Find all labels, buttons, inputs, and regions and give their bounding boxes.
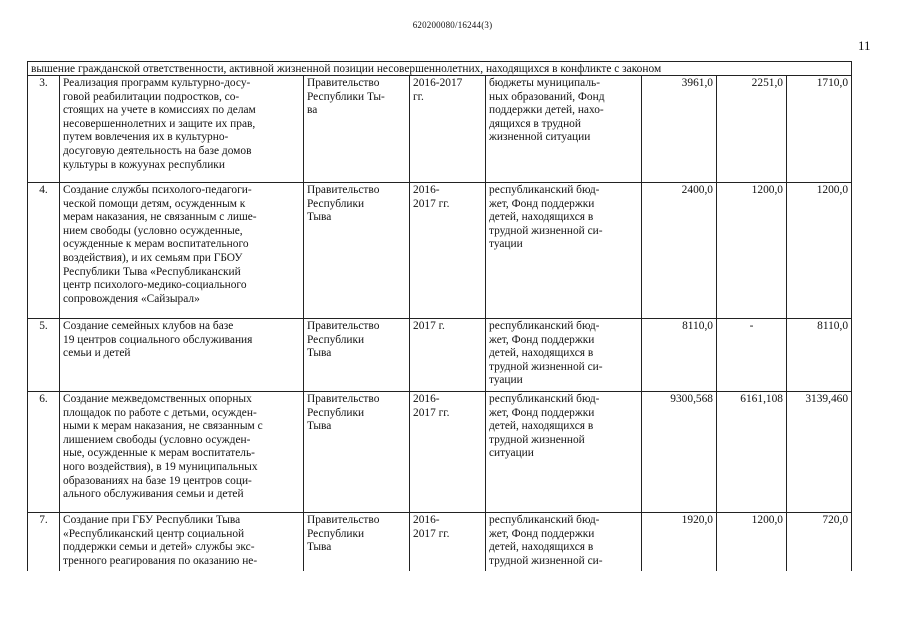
row-number: 7. — [28, 513, 60, 571]
period-cell: 2017 г. — [410, 319, 486, 392]
amount-2016-cell: 1200,0 — [717, 183, 787, 319]
amount-2016-cell: - — [717, 319, 787, 392]
amount-2016-cell: 2251,0 — [717, 76, 787, 183]
source-cell: республиканский бюд- жет, Фонд поддержки детей, находящихся в трудной жизненной ситуации — [486, 392, 642, 513]
period-cell: 2016- 2017 гг. — [410, 392, 486, 513]
source-cell: республиканский бюд- жет, Фонд поддержки детей, находящихся в трудной жизненной си- туации — [486, 319, 642, 392]
row-number: 4. — [28, 183, 60, 319]
table-row — [28, 76, 852, 183]
source-cell: бюджеты муниципаль- ных образований, Фонд поддержки детей, нахо- дящихся в трудной жизненной ситуации — [486, 76, 642, 183]
section-continuation-row — [28, 62, 852, 76]
event-cell: Реализация программ культурно-досу- говой реабилитации подростков, со- стоящих на учете в комиссиях по делам несовершеннолетних и защите их прав, путем вовлечения их в культурно- досуговую деятельность на базе домов культуры в кожуунах республики — [60, 76, 304, 183]
amount-2017-cell: 1710,0 — [787, 76, 852, 183]
total-amount-cell: 1920,0 — [642, 513, 717, 571]
row-number: 5. — [28, 319, 60, 392]
amount-2017-cell: 1200,0 — [787, 183, 852, 319]
total-amount-cell: 2400,0 — [642, 183, 717, 319]
period-cell: 2016- 2017 гг. — [410, 183, 486, 319]
event-cell: Создание при ГБУ Республики Тыва «Республиканский центр социальной поддержки семьи и детей» службы экс- тренного реагирования по оказанию не- — [60, 513, 304, 571]
period-cell: 2016-2017 гг. — [410, 76, 486, 183]
amount-2017-cell: 8110,0 — [787, 319, 852, 392]
section-continuation-text: вышение гражданской ответственности, активной жизненной позиции несовершеннолетних, находящихся в конфликте с законом — [28, 62, 852, 76]
event-cell: Создание службы психолого-педагоги- ческой помощи детям, осужденным к мерам наказания, не связанным с лише- нием свободы (условно осужденные, осужденные к мерам воспитательного воздействия), и их семьям при ГБОУ Республики Тыва «Республиканский центр психолого-медико-социального сопровождения «Сайзырал» — [60, 183, 304, 319]
period-cell: 2016- 2017 гг. — [410, 513, 486, 571]
amount-2017-cell: 3139,460 — [787, 392, 852, 513]
event-cell: Создание семейных клубов на базе 19 центров социального обслуживания семьи и детей — [60, 319, 304, 392]
table-row — [28, 392, 852, 513]
source-cell: республиканский бюд- жет, Фонд поддержки детей, находящихся в трудной жизненной си- туации — [486, 183, 642, 319]
executor-cell: Правительство Республики Тыва — [304, 183, 410, 319]
table-row — [28, 319, 852, 392]
event-cell: Создание межведомственных опорных площадок по работе с детьми, осужден- ными к мерам наказания, не связанным с лишением свободы (условно осужден- ные, осужденные к мерам воспитатель- ного воздействия), в 19 муниципальных образованиях на базе 19 центров соци- ального обслуживания семьи и детей — [60, 392, 304, 513]
amount-2016-cell: 1200,0 — [717, 513, 787, 571]
row-number: 6. — [28, 392, 60, 513]
row-number: 3. — [28, 76, 60, 183]
executor-cell: Правительство Республики Тыва — [304, 319, 410, 392]
amount-2016-cell: 6161,108 — [717, 392, 787, 513]
table-row — [28, 183, 852, 319]
page-number: 11 — [858, 38, 871, 53]
table-row — [28, 513, 852, 571]
amount-2017-cell: 720,0 — [787, 513, 852, 571]
source-cell: республиканский бюд- жет, Фонд поддержки детей, находящихся в трудной жизненной си- — [486, 513, 642, 571]
total-amount-cell: 8110,0 — [642, 319, 717, 392]
executor-cell: Правительство Республики Ты- ва — [304, 76, 410, 183]
executor-cell: Правительство Республики Тыва — [304, 392, 410, 513]
program-table — [27, 61, 852, 571]
executor-cell: Правительство Республики Тыва — [304, 513, 410, 571]
document-id: 620200080/16244(3) — [412, 20, 493, 30]
total-amount-cell: 9300,568 — [642, 392, 717, 513]
total-amount-cell: 3961,0 — [642, 76, 717, 183]
